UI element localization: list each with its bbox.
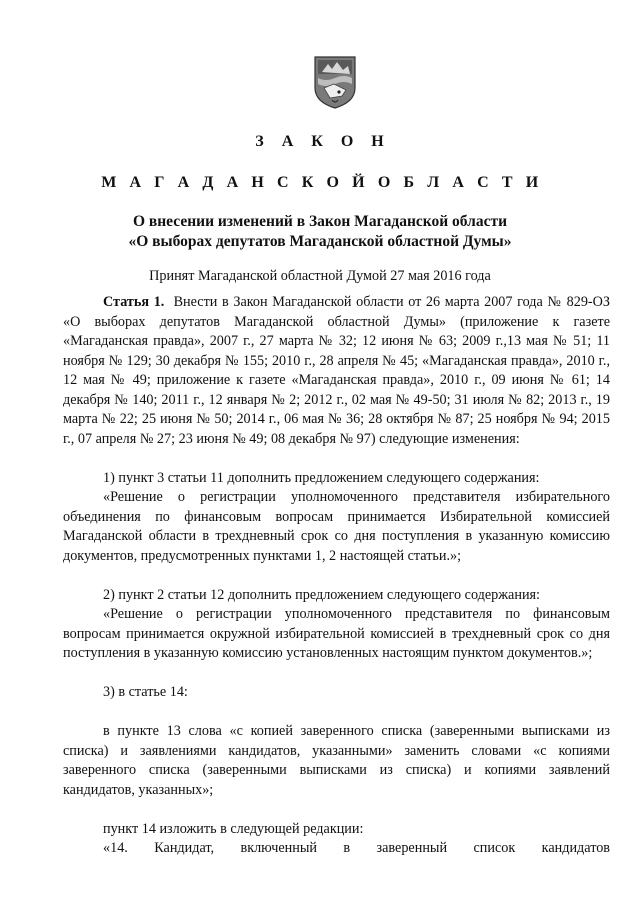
item-3-paragraph-14-text: «14. Кандидат, включенный в заверенный список кандидатов xyxy=(103,840,610,856)
item-1-intro: 1) пункт 3 статьи 11 дополнить предложением следующего содержания: xyxy=(103,469,540,486)
item-2-intro: 2) пункт 2 статьи 12 дополнить предложением следующего содержания: xyxy=(103,586,540,603)
subtitle-line-2: «О выборах депутатов Магаданской областной Думы» xyxy=(128,233,512,250)
coat-of-arms-emblem xyxy=(312,54,358,110)
article-1-text: Внести в Закон Магаданской области от 26 марта 2007 года № 829-ОЗ «О выборах депутатов Магаданской областной Думы» (приложение к газете «Магаданская правда», 2007 г., 27 марта № 32; 12 июня № 63; 2009 г.,13 мая № 51; 11 ноября № 129; 30 декабря № 155; 2010 г., 28 апреля № 45; «Магаданская правда», 2010 г., 12 мая № 49; приложение к газете «Магаданская правда», 2010 г., 09 июня № 61; 14 декабря № 140; 2011 г., 12 января № 2; 2012 г., 02 мая № 49-50; 31 июля № 82; 2013 г., 19 марта № 22; 25 июня № 50; 2014 г., 06 мая № 36; 28 октября № 87; 25 ноября № 94; 2015 г., 07 апреля № 27; 23 июня № 49; 08 декабря № 97) следующие изменения: xyxy=(63,294,610,447)
document-type-title: З А К О Н xyxy=(255,133,391,150)
item-3-intro: 3) в статье 14: xyxy=(103,684,188,700)
article-1-paragraph xyxy=(63,293,610,449)
item-1-quote: «Решение о регистрации уполномоченного представителя избирательного объединения по финансовым вопросам принимается Избирательной комиссией Магаданской области в трехдневный срок со дня поступления в указанную комиссию документов, предусмотренных пунктами 1, 2 настоящей статьи.»; xyxy=(63,489,610,564)
region-title: М А Г А Д А Н С К О Й О Б Л А С Т И xyxy=(101,174,543,191)
law-body xyxy=(63,293,610,859)
adoption-line: Принят Магаданской областной Думой 27 мая 2016 года xyxy=(149,268,491,284)
item-3-paragraph-14-intro: пункт 14 изложить в следующей редакции: xyxy=(103,820,364,837)
item-3-paragraph-13: в пункте 13 слова «с копией заверенного списка (заверенными выписками из списка) и заявлениями кандидатов, указанными» заменить словами «с копиями заверенного списка (заверенными выписками из списка) и копиями заявлений кандидатов, указанных»; xyxy=(63,723,610,798)
article-1-label: Статья 1. xyxy=(103,294,165,310)
law-subtitle xyxy=(0,212,640,252)
item-2-quote: «Решение о регистрации уполномоченного представителя по финансовым вопросам принимается окружной избирательной комиссией в трехдневный срок со дня поступления в указанную комиссию установленных настоящим пунктом документов.»; xyxy=(63,606,610,661)
subtitle-line-1: О внесении изменений в Закон Магаданской области xyxy=(132,213,508,230)
